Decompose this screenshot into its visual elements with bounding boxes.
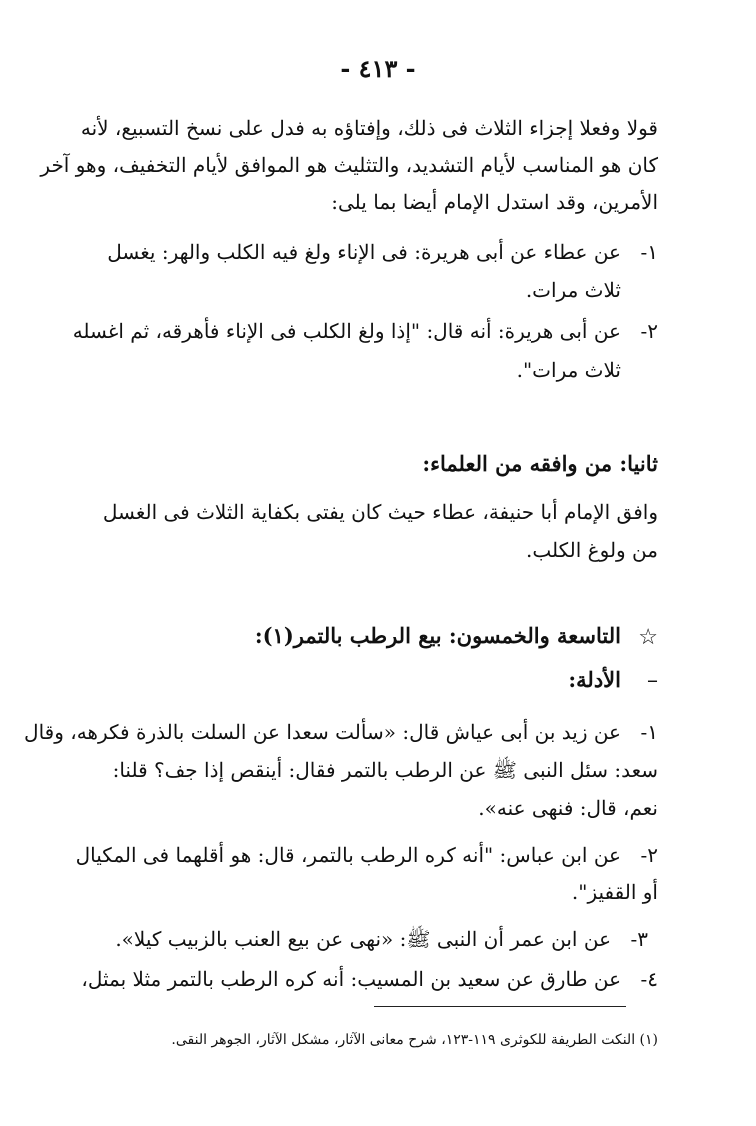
section-line: وافق الإمام أبا حنيفة، عطاء حيث كان يفتى بكفاية الثلاث فى الغسل (102, 500, 658, 524)
list-item-line: عن طارق عن سعيد بن المسيب: أنه كره الرطب بالتمر مثلا بمثل، (81, 967, 621, 991)
list-number: ٢- (640, 319, 658, 343)
footnote-rule (374, 1006, 626, 1007)
list-number: ١- (640, 720, 658, 744)
star-icon: ☆ (638, 625, 658, 650)
intro-line: كان هو المناسب لأيام التشديد، والتثليث هو الموافق لأيام التخفيف، وهو آخر (40, 153, 658, 177)
list-number: ٣- (630, 927, 648, 951)
list-item-line: عن ابن عمر أن النبى ﷺ: «نهى عن بيع العنب بالزبيب كيلا». (115, 927, 611, 951)
list-item-line: نعم، قال: فنهى عنه». (478, 796, 658, 820)
dash-marker: – (647, 668, 658, 693)
topic-heading: التاسعة والخمسون: بيع الرطب بالتمر(١): (254, 623, 621, 648)
intro-line: قولا وفعلا إجزاء الثلاث فى ذلك، وإفتاؤه به فدل على نسخ التسبيع، لأنه (80, 116, 658, 140)
list-item-line: ثلاث مرات". (516, 358, 621, 382)
intro-line: الأمرين، وقد استدل الإمام أيضا بما يلى: (331, 190, 658, 214)
list-item-line: عن أبى هريرة: أنه قال: "إذا ولغ الكلب فى الإناء فأهرقه، ثم اغسله (72, 319, 621, 343)
list-item-line: عن زيد بن أبى عياش قال: «سألت سعدا عن السلت بالذرة فكرهه، وقال (24, 720, 621, 744)
evidence-heading: الأدلة: (568, 667, 621, 692)
list-item-line: عن ابن عباس: "أنه كره الرطب بالتمر، قال: هو أقلهما فى المكيال (75, 843, 621, 867)
page-number: - ٤١٣ - (340, 54, 416, 83)
section-heading: ثانيا: من وافقه من العلماء: (422, 451, 658, 476)
list-number: ٢- (640, 843, 658, 867)
list-item-line: سعد: سئل النبى ﷺ عن الرطب بالتمر فقال: أينقص إذا جف؟ قلنا: (112, 758, 658, 782)
section-line: من ولوغ الكلب. (526, 538, 658, 562)
list-number: ٤- (640, 967, 658, 991)
list-number: ١- (640, 240, 658, 264)
list-item-line: عن عطاء عن أبى هريرة: فى الإناء ولغ فيه الكلب والهر: يغسل (107, 240, 621, 264)
list-item-line: ثلاث مرات. (525, 278, 621, 302)
list-item-line: أو القفيز". (571, 880, 658, 904)
footnote: (١) النكت الطريفة للكوثرى ١١٩-١٢٣، شرح معانى الآثار، مشكل الآثار، الجوهر النقى. (171, 1032, 658, 1048)
